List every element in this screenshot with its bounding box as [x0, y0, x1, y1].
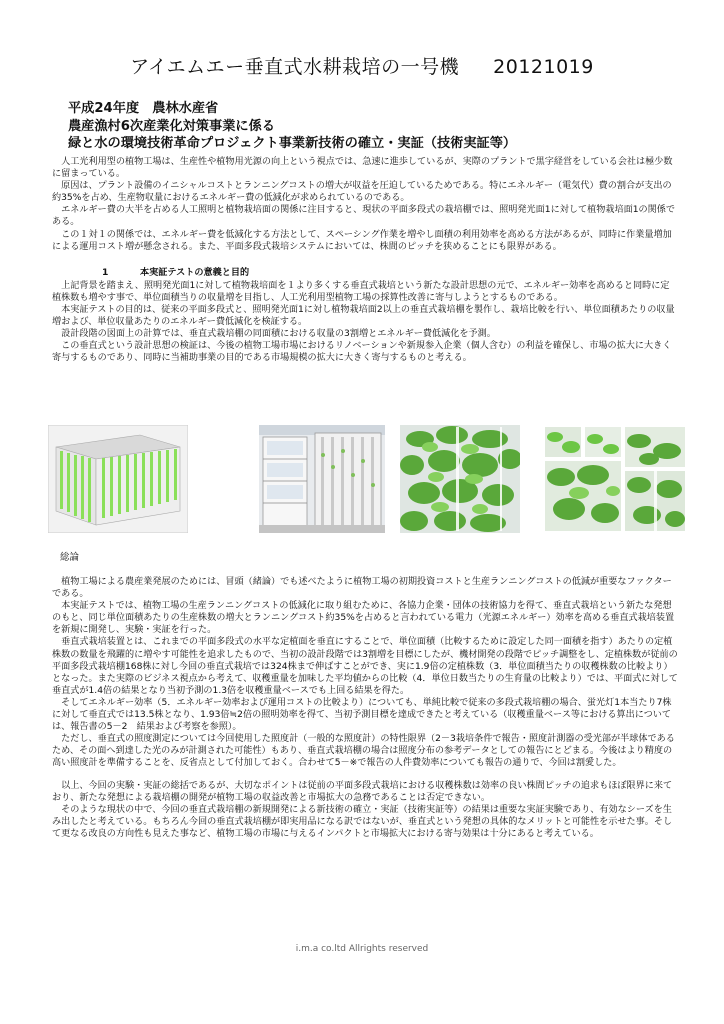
summary-paragraph: 以上、今回の実験・実証の総括であるが、大切なポイントは従前の平面多段式栽培における収穫株数は効率の良い株間ピッチの追求もほぼ限界に来ており、新たな発想による栽培棚の開発が植物工場の収益改善と市場拡大の急務であることは否定できない。 — [52, 780, 673, 803]
heading-line-2: 農産漁村6次産業化対策事業に係る — [68, 118, 275, 134]
page-title — [0, 52, 724, 79]
section-title: 本実証テストの意義と目的 — [140, 267, 250, 278]
section-paragraph: この垂直式という設計思想の検証は、今後の植物工場市場におけるリノベーションや新規参入企業（個人含む）の利益を確保し、市場の拡大に大きく寄与するものであり、同時に当補助事業の目的である市場規模の拡大に大きく寄与するものと考える。 — [52, 341, 672, 364]
intro-block — [52, 156, 678, 365]
footer-copyright: i.m.a co.ltd Allrights reserved — [295, 944, 429, 954]
plant-wall-photo-icon — [400, 425, 520, 533]
summary-paragraph: ただし、垂直式の照度測定については今回使用した照度計（一般的な照度計）の特性限界（2－3栽培条件で報告・照度計測器の受光部が半球体であるため、その面へ到達した光のみが計測された可能性）もあり、垂直式栽培棚の場合は照度分布の参考データとしての報告にとどまる。今後はより精度の高い照度計を準備することを、反省点として付加しておく。合わせて5－※で報告の人件費効率についても報告の通りで、今回は割愛した。 — [52, 734, 675, 769]
heading-line-3: 緑と水の環境技術革命プロジェクト事業新技術の確立・実証（技術実証等） — [68, 136, 517, 151]
intro-paragraph: エネルギー費の大半を占める人工照明と植物栽培面の関係に注目すると、現状の平面多段式の栽培棚では、照明発光面1に対して植物栽培面1の関係である。 — [52, 205, 676, 228]
summary-paragraph: 植物工場による農産業発展のためには、冒頭（緒論）でも述べたように植物工場の初期投資コストと生産ランニングコストの低減が重要なファクターである。 — [52, 577, 672, 600]
rack-photo-icon — [259, 425, 385, 533]
plant-closeup-photos-icon — [543, 425, 688, 533]
photo-strip — [48, 425, 688, 535]
section-paragraph: 上記背景を踏まえ、照明発光面1に対して植物栽培面を１より多くする垂直式栽培という新たな設計思想の元で、エネルギー効率を高めると同時に定植株数も増やす事で、単位面積当りの収量増を目指し、人工光利用型植物工場の採算性改善に寄与しようとするものである。 — [52, 280, 670, 303]
heading-line-1: 平成24年度 農林水産省 — [68, 101, 219, 116]
summary-paragraph: そのような現状の中で、今回の垂直式栽培棚の新規開発による新技術の確立・実証（技術実証等）の結果は重要な実証実験であり、有効なシーズを生み出したと考えている。もちろん今回の垂直式栽培棚が即実用品になる訳ではないが、垂直式という発想の具体的なメリットと可能性を示せた事。そして更なる改良の方向性も見えた事など、植物工場の市場に与えるインパクトと市場拡大における寄与効果は十分にあると考えている。 — [52, 804, 673, 839]
title-date: 20121019 — [493, 56, 594, 78]
summary-paragraph: 垂直式栽培装置とは、これまでの平面多段式の水平な定植面を垂直にすることで、単位面積（比較するために設定した同一面積を指す）あたりの定植株数の数量を飛躍的に増やす可能性を追求したもので、当初の設計段階では3割増を目標にしたが、機材開発の段階でピッチ調整をし、定植株数が従前の平面多段式栽培棚168株に対し今回の垂直式栽培では324株まで伸ばすことができ、実に1.9倍の定植株数（3．単位面積当たりの収穫株数の比較より）となった。また実際のビジネス視点から考えて、収穫重量を加味した平均値からの比較（4．単位日数当たりの生育量の比較より）では、平面式に対して垂直式が1.4倍の結果となり当初予測の1.3倍を収穫重量ベースでも上回る結果を得た。 — [52, 637, 678, 696]
summary-heading: 総論 — [60, 552, 80, 563]
intro-paragraph: 原因は、プラント設備のイニシャルコストとランニングコストの増大が収益を圧迫しているためである。特にエネルギー（電気代）費の割合が支出の約35%を占め、生産物収量におけるエネルギー費の低減化が求められているのである。 — [52, 181, 672, 204]
summary-block — [52, 576, 678, 840]
intro-paragraph: この１対１の関係では、エネルギー費を低減化する方法として、スペーシング作業を増やし面積の利用効率を高める方法があるが、同時に作業量増加による運用コスト増が懸念される。また、平面多段式栽培システムにおいては、株間のピッチを狭めることにも限界がある。 — [52, 229, 672, 252]
intro-paragraph: 人工光利用型の植物工場は、生産性や植物用光源の向上という視点では、急速に進歩しているが、実際のプラントで黒字経営をしている会社は極少数に留まっている。 — [52, 157, 673, 180]
rendering-icon — [48, 425, 188, 533]
summary-paragraph: そしてエネルギー効率（5．エネルギー効率および運用コストの比較より）についても、単純比較で従来の多段式栽培棚の場合、蛍光灯1本当たり7株に対して垂直式では13.5株となり、1.93倍≒2倍の照明効率を得て、当初予測目標を達成できたと考えている（収穫重量ベース等における算出については、報告書の5－2 結果および考察を参照）。 — [52, 697, 672, 733]
section-heading — [52, 267, 678, 279]
title-main: アイエムエー垂直式水耕栽培の一号機 — [130, 56, 460, 78]
section-paragraph: 本実証テストの目的は、従来の平面多段式と、照明発光面1に対し植物栽培面2以上の垂直式栽培棚を製作し、栽培比較を行い、単位面積あたりの収量増および、単位収量あたりのエネルギー費低減化を検証する。 — [52, 305, 675, 328]
section-paragraph: 設計段階の図面上の計算では、垂直式栽培棚の同面積における収量の3割増とエネルギー費低減化を予測。 — [61, 329, 496, 340]
section-number: 1 — [102, 267, 109, 278]
summary-paragraph: 本実証テストでは、植物工場の生産ランニングコストの低減化に取り組むために、各協力企業・団体の技術協力を得て、垂直式栽培という新たな発想のもと、同じ単位面積あたりの生産株数の増大とランニングコスト約35%を占めると言われている電力（光源エネルギー）効率を高める垂直式栽培装置を新規に開発し、実験・実証を行った。 — [52, 601, 675, 636]
project-heading — [68, 100, 516, 153]
